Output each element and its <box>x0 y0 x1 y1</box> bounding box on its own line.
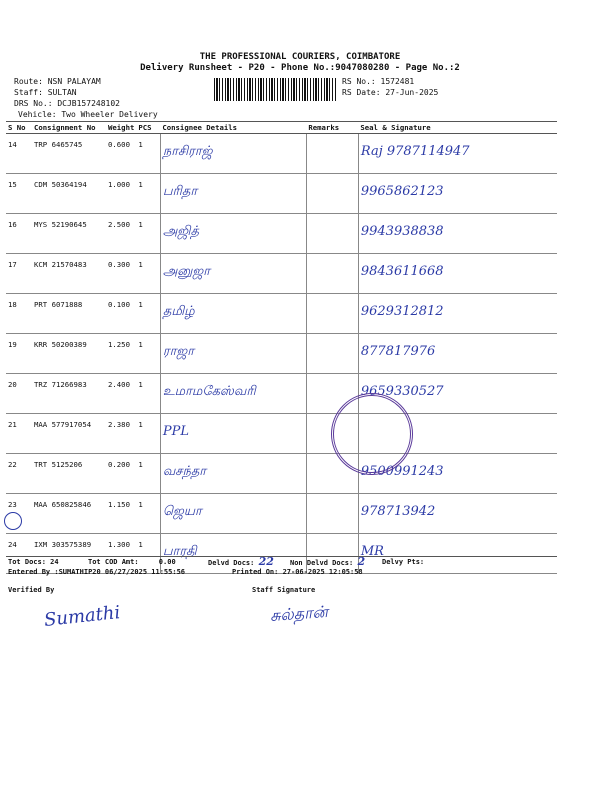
cell-sno: 14 <box>6 134 32 174</box>
cell-consignee: ஜெயா <box>160 494 306 534</box>
cell-consignee: PPL <box>160 414 306 454</box>
table-header-row <box>6 122 557 134</box>
cell-weight: 0.600 <box>106 134 136 174</box>
cell-consignment: TRZ 71266983 <box>32 374 106 414</box>
cell-consignment: MAA 650825846 <box>32 494 106 534</box>
delivery-stamp <box>331 393 413 475</box>
col-seal: Seal & Signature <box>358 122 557 134</box>
cell-consignee: வசந்தா <box>160 454 306 494</box>
circle-mark-icon <box>4 512 22 530</box>
cell-consignee: நாசிராஜ் <box>160 134 306 174</box>
verified-by-label: Verified By <box>8 586 55 594</box>
tot-cod <box>88 558 176 566</box>
cell-remarks <box>306 254 358 294</box>
cell-seal: MR <box>358 534 557 574</box>
rs-number: RS No.: 1572481 <box>342 77 415 86</box>
cell-sno: 15 <box>6 174 32 214</box>
tot-docs <box>8 558 59 566</box>
runsheet-table <box>6 121 557 574</box>
cell-seal: 978713942 <box>358 494 557 534</box>
cell-pcs: 1 <box>136 334 160 374</box>
cell-consignment: PRT 6071888 <box>32 294 106 334</box>
cell-pcs: 1 <box>136 494 160 534</box>
cell-consignee: பரிதா <box>160 174 306 214</box>
barcode <box>214 78 336 101</box>
table-row <box>6 374 557 414</box>
cell-weight: 2.500 <box>106 214 136 254</box>
tot-docs-value: 24 <box>50 558 59 566</box>
cell-remarks <box>306 294 358 334</box>
cell-pcs: 1 <box>136 254 160 294</box>
table-row <box>6 214 557 254</box>
table-row <box>6 454 557 494</box>
route-label: Route: NSN PALAYAM <box>14 77 101 86</box>
cell-weight: 1.300 <box>106 534 136 574</box>
cell-pcs: 1 <box>136 134 160 174</box>
cell-remarks <box>306 334 358 374</box>
col-consignment: Consignment No <box>32 122 106 134</box>
cell-sno: 20 <box>6 374 32 414</box>
cell-seal: 9629312812 <box>358 294 557 334</box>
table-row <box>6 414 557 454</box>
table-row <box>6 294 557 334</box>
cell-weight: 0.300 <box>106 254 136 294</box>
cell-sno: 16 <box>6 214 32 254</box>
cell-weight: 0.200 <box>106 454 136 494</box>
non-delvd-docs-label: Non Delvd Docs: <box>290 559 354 567</box>
tot-cod-label: Tot COD Amt: <box>88 558 139 566</box>
cell-sno: 23 <box>6 494 32 534</box>
cell-weight: 2.400 <box>106 374 136 414</box>
verified-signature: Sumathi <box>43 602 122 631</box>
cell-consignee: பாரதி <box>160 534 306 574</box>
drs-number: DRS No.: DCJB157248102 <box>14 99 120 108</box>
cell-seal: 9843611668 <box>358 254 557 294</box>
cell-consignment: MAA 577917054 <box>32 414 106 454</box>
cell-seal: 9500991243 <box>358 454 557 494</box>
cell-consignee: அனுஜா <box>160 254 306 294</box>
cell-sno: 22 <box>6 454 32 494</box>
delvd-docs <box>208 555 274 568</box>
col-weight: Weight <box>108 123 135 132</box>
vehicle-label: Vehicle: Two Wheeler Delivery <box>18 110 158 119</box>
company-title: THE PROFESSIONAL COURIERS, COIMBATORE <box>199 52 401 62</box>
cell-sno: 19 <box>6 334 32 374</box>
tot-docs-label: Tot Docs: <box>8 558 46 566</box>
col-consignee: Consignee Details <box>160 122 306 134</box>
rs-date: RS Date: 27-Jun-2025 <box>342 88 439 97</box>
non-delvd-docs <box>290 555 366 568</box>
cell-consignee: தமிழ் <box>160 294 306 334</box>
printed-on: Printed On: 27-06-2025 12:05:58 <box>232 568 363 576</box>
tot-cod-value: 0.00 <box>158 558 176 566</box>
cell-pcs: 1 <box>136 414 160 454</box>
cell-consignment: TRT 5125206 <box>32 454 106 494</box>
cell-consignee: அஜித் <box>160 214 306 254</box>
cell-consignment: MYS 52190645 <box>32 214 106 254</box>
footer-divider <box>6 556 557 557</box>
cell-sno: 21 <box>6 414 32 454</box>
table-row <box>6 174 557 214</box>
staff-signature: சுல்தான் <box>269 602 329 626</box>
col-pcs: PCS <box>136 122 160 134</box>
cell-consignment: TRP 6465745 <box>32 134 106 174</box>
entered-by: Entered By :SUMATHIP20 06/27/2025 11:55:56 <box>8 568 186 576</box>
cell-pcs: 1 <box>136 214 160 254</box>
cell-consignee: ராஜா <box>160 334 306 374</box>
cell-consignment: KCM 21570483 <box>32 254 106 294</box>
cell-remarks <box>306 174 358 214</box>
cell-weight: 2.380 <box>106 414 136 454</box>
cell-weight: 1.150 <box>106 494 136 534</box>
cell-seal: 9965862123 <box>358 174 557 214</box>
cell-sno: 17 <box>6 254 32 294</box>
cell-consignment: IXM 303575389 <box>32 534 106 574</box>
cell-pcs: 1 <box>136 174 160 214</box>
runsheet-title: Delivery Runsheet - P20 - Phone No.:9047080280 - Page No.:2 <box>140 63 460 73</box>
cell-pcs: 1 <box>136 294 160 334</box>
non-delvd-docs-value: 2 <box>357 555 366 568</box>
table-row <box>6 134 557 174</box>
cell-sno: 24 <box>6 534 32 574</box>
cell-consignment: KRR 50200389 <box>32 334 106 374</box>
delvd-docs-label: Delvd Docs: <box>208 559 255 567</box>
delvy-pts: Delvy Pts: <box>382 558 425 566</box>
cell-pcs: 1 <box>136 534 160 574</box>
staff-signature-label: Staff Signature <box>252 586 316 594</box>
table-row <box>6 334 557 374</box>
col-sno: S No <box>6 122 32 134</box>
cell-seal: 9659330527 <box>358 374 557 414</box>
cell-seal: 877817976 <box>358 334 557 374</box>
col-remarks: Remarks <box>306 122 358 134</box>
cell-remarks <box>306 494 358 534</box>
cell-remarks <box>306 134 358 174</box>
cell-consignment: CDM 50364194 <box>32 174 106 214</box>
table-row <box>6 254 557 294</box>
table-row <box>6 494 557 534</box>
cell-consignee: உமாமகேஸ்வரி <box>160 374 306 414</box>
cell-remarks <box>306 214 358 254</box>
delvd-docs-value: 22 <box>258 555 274 568</box>
cell-weight: 1.250 <box>106 334 136 374</box>
cell-pcs: 1 <box>136 374 160 414</box>
cell-seal: 9943938838 <box>358 214 557 254</box>
cell-weight: 1.000 <box>106 174 136 214</box>
cell-pcs: 1 <box>136 454 160 494</box>
cell-weight: 0.100 <box>106 294 136 334</box>
cell-sno: 18 <box>6 294 32 334</box>
staff-label: Staff: SULTAN <box>14 88 77 97</box>
cell-seal: Raj 9787114947 <box>358 134 557 174</box>
